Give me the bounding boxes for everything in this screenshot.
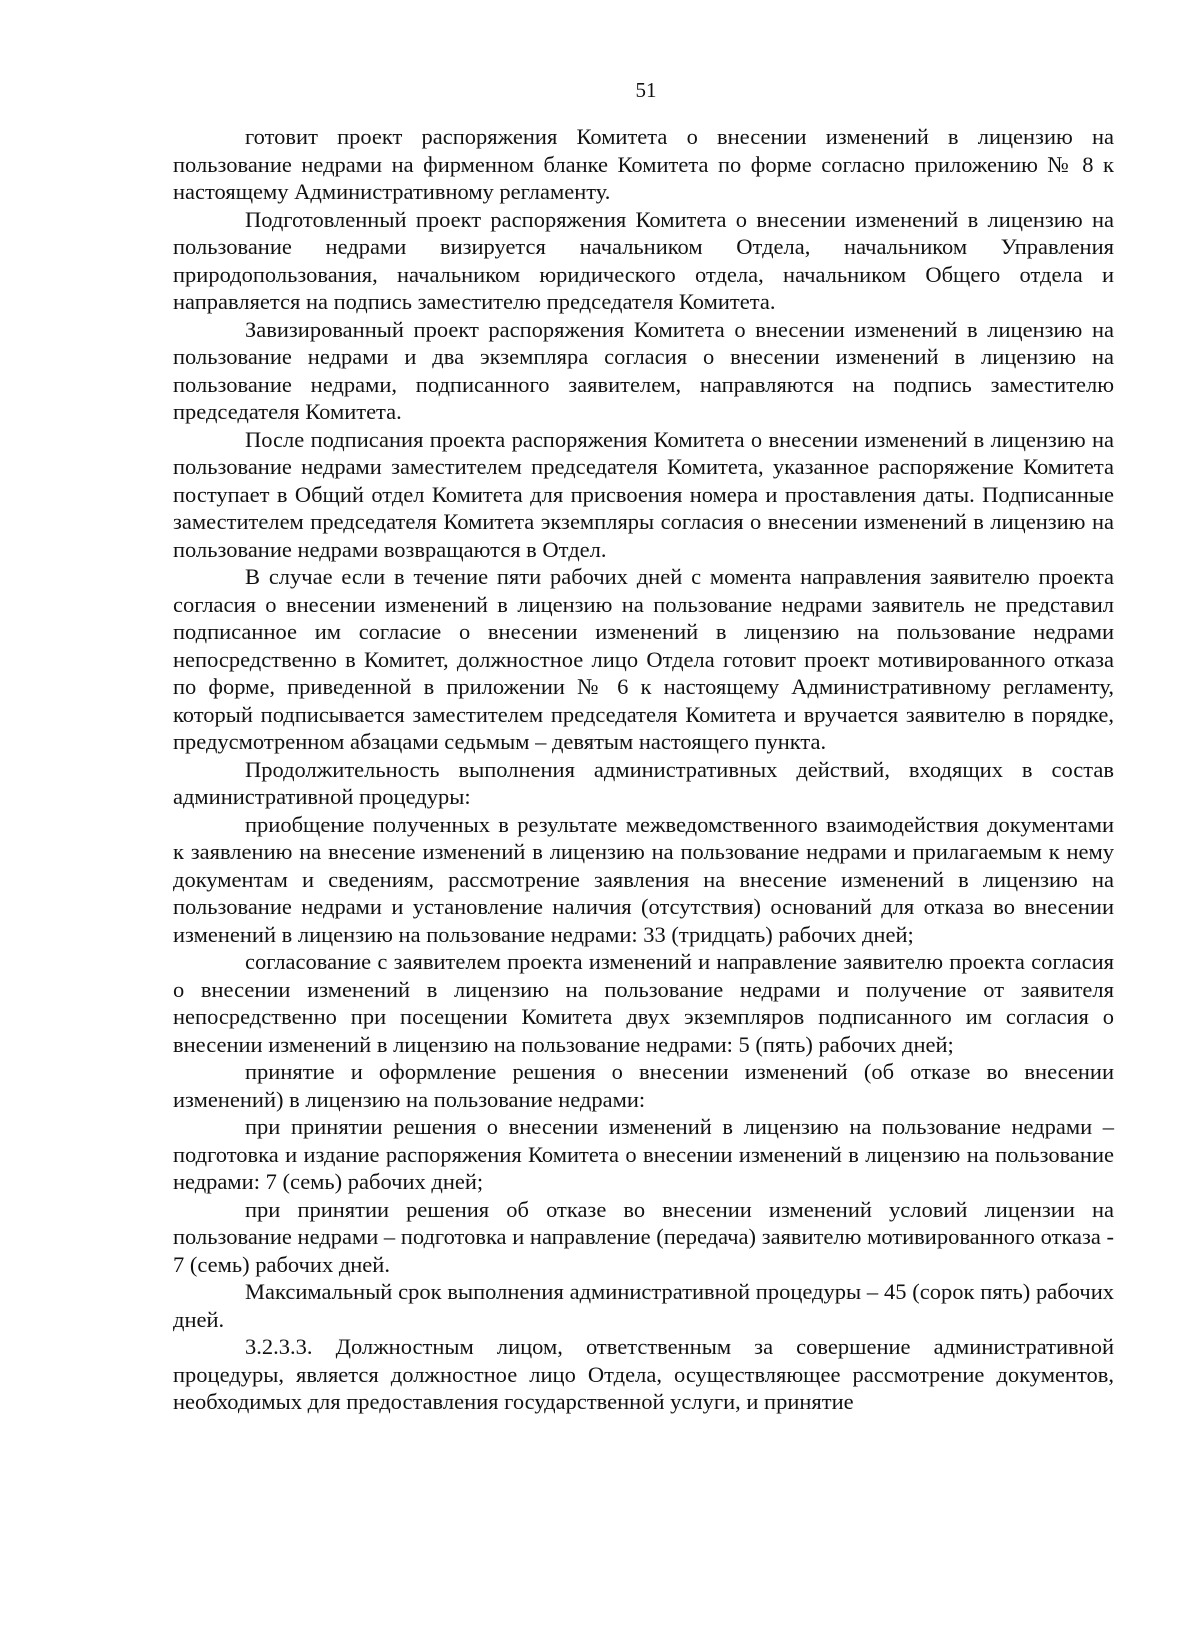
paragraph-max-duration: Максимальный срок выполнения административной процедуры – 45 (сорок пять) рабочих дней. [173,1279,1114,1332]
document-body [173,123,1114,1416]
paragraph-decision-refuse: при принятии решения об отказе во внесении изменений условий лицензии на пользование недрами – подготовка и направление (передача) заявителю мотивированного отказа - 7 (семь) рабочих дней. [173,1196,1114,1277]
paragraph-decision-amend: при принятии решения о внесении изменений в лицензию на пользование недрами – подготовка и издание распоряжения Комитета о внесении изменений в лицензию на пользование недрами: 7 (семь) рабочих дней; [173,1114,1114,1194]
paragraph-decision-making: принятие и оформление решения о внесении изменений (об отказе во внесении изменений) в лицензию на пользование недрами: [173,1059,1114,1112]
paragraph-draft-endorsed: Подготовленный проект распоряжения Комитета о внесении изменений в лицензию на пользование недрами визируется начальником Отдела, начальником Управления природопользования, начальником юридического отдела, начальником Общего отдела и направляется на подпись заместителю председателя Комитета. [173,206,1114,314]
paragraph-responsible-official: 3.2.3.3. Должностным лицом, ответственным за совершение административной процедуры, является должностное лицо Отдела, осуществляющее рассмотрение документов, необходимых для предоставления государственной услуги, и принятие [173,1334,1114,1414]
paragraph-duration-approval: согласование с заявителем проекта изменений и направление заявителю проекта согласия о внесении изменений в лицензию на пользование недрами и получение от заявителя непосредственно при посещении Комитета двух экземпляров подписанного им согласия о внесении изменений в лицензию на пользование недрами: 5 (пять) рабочих дней; [173,949,1114,1057]
paragraph-duration-attachment: приобщение полученных в результате межведомственного взаимодействия документами к заявлению на внесение изменений в лицензию на пользование недрами и прилагаемым к нему документам и сведениям, рассмотрение заявления на внесение изменений в лицензию на пользование недрами и установление наличия (отсутствия) оснований для отказа во внесении изменений в лицензию на пользование недрами: 33 (тридцать) рабочих дней; [173,811,1114,947]
paragraph-applicant-not-signed: В случае если в течение пяти рабочих дней с момента направления заявителю проекта согласия о внесении изменений в лицензию на пользование недрами заявитель не представил подписанное им согласие о внесении изменений в лицензию на пользование недрами непосредственно в Комитет, должностное лицо Отдела готовит проект мотивированного отказа по форме, приведенной в приложении № 6 к настоящему Административному регламенту, который подписывается заместителем председателя Комитета и вручается заявителю в порядке, предусмотренном абзацами седьмым – девятым настоящего пункта. [173,564,1114,754]
paragraph-endorsed-draft-sent: Завизированный проект распоряжения Комитета о внесении изменений в лицензию на пользование недрами и два экземпляра согласия о внесении изменений в лицензию на пользование недрами, подписанного заявителем, направляются на подпись заместителю председателя Комитета. [173,316,1114,424]
paragraph-duration-intro: Продолжительность выполнения административных действий, входящих в состав административной процедуры: [173,756,1114,809]
page-number: 51 [635,78,657,102]
paragraph-after-signing: После подписания проекта распоряжения Комитета о внесении изменений в лицензию на пользование недрами заместителем председателя Комитета, указанное распоряжение Комитета поступает в Общий отдел Комитета для присвоения номера и проставления даты. Подписанные заместителем председателя Комитета экземпляры согласия о внесении изменений в лицензию на пользование недрами возвращаются в Отдел. [173,426,1114,562]
paragraph-prepares-draft: готовит проект распоряжения Комитета о внесении изменений в лицензию на пользование недрами на фирменном бланке Комитета по форме согласно приложению № 8 к настоящему Административному регламенту. [173,124,1114,204]
